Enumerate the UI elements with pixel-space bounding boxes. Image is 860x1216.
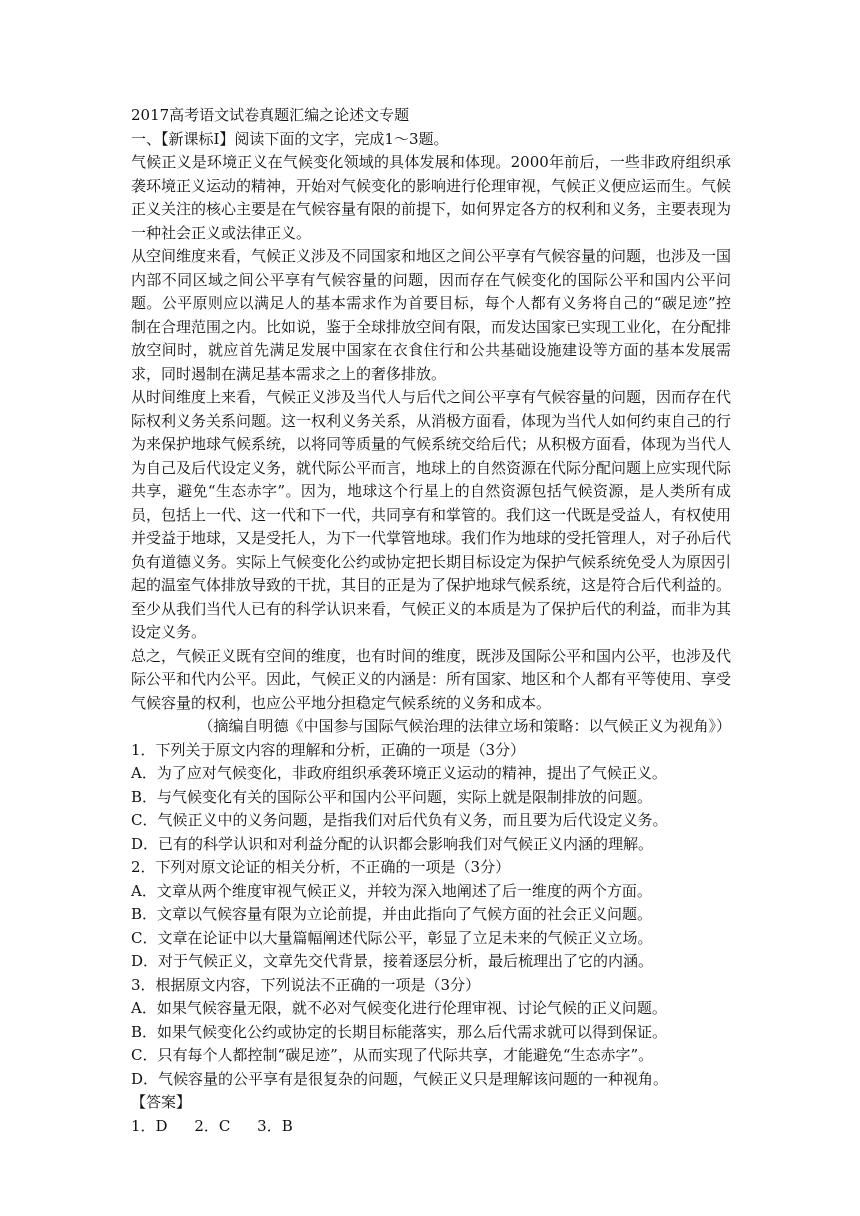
question-option: C．只有每个人都控制“碳足迹”，从而实现了代际共享，才能避免“生态赤字”。 [131, 1046, 654, 1064]
text-line: 题。公平原则应以满足人的基本需求作为首要目标，每个人都有义务将自己的“碳足迹”控 [131, 294, 731, 312]
answer-item: 1．D [131, 1116, 168, 1135]
text-line: 共享，避免“生态赤字”。因为，地球这个行星上的自然资源包括气候资源，是人类所有成 [131, 482, 731, 500]
text-line: 从时间维度上来看，气候正义涉及当代人与后代之间公平享有气候容量的问题，因而存在代 [131, 388, 732, 406]
paragraph-4 [131, 645, 731, 716]
question-option: C．气候正义中的义务问题，是指我们对后代负有义务，而且要为后代设定义务。 [131, 811, 668, 829]
text-line: 气候正义是环境正义在气候变化领域的具体发展和体现。2000年前后，一些非政府组织承 [131, 153, 731, 171]
document-title: 2017高考语文试卷真题汇编之论述文专题 [131, 106, 410, 124]
text-line: 气候容量的权利，也应公平地分担稳定气候系统的义务和成本。 [131, 693, 552, 712]
question-option: C．文章在论证中以大量篇幅阐述代际公平，彰显了立足未来的气候正义立场。 [131, 928, 653, 947]
question-1 [131, 739, 731, 857]
answer-list [131, 1115, 731, 1139]
question-option: A．为了应对气候变化，非政府组织承袭环境正义运动的精神，提出了气候正义。 [131, 764, 667, 782]
paragraph-3 [131, 386, 731, 645]
text-line: 设定义务。 [131, 623, 207, 641]
text-line: 放空间时，就应首先满足发展中国家在衣食住行和公共基础设施建设等方面的基本发展需 [131, 341, 731, 359]
text-line: 总之，气候正义既有空间的维度，也有时间的维度，既涉及国际公平和国内公平，也涉及代 [131, 646, 732, 665]
text-line: 际公平和代内公平。因此，气候正义的内涵是：所有国家、地区和个人都有平等使用、享受 [131, 670, 732, 688]
text-line: 负有道德义务。实际上气候变化公约或协定把长期目标设定为保护气候系统免受人为原因引 [131, 552, 732, 571]
paragraph-2 [131, 245, 731, 386]
answer-item: 2．C [194, 1116, 231, 1135]
paragraph-1 [131, 151, 731, 245]
section-header: 一、【新课标Ⅰ】阅读下面的文字，完成1～3题。 [131, 129, 449, 148]
question-option: B．如果气候变化公约或协定的长期目标能落实，那么后代需求就可以得到保证。 [131, 1022, 668, 1041]
document-page [131, 104, 731, 1138]
question-2 [131, 856, 731, 974]
text-line: 员，包括上一代、这一代和下一代，共同享有和掌管的。我们这一代既是受益人，有权使用 [131, 505, 732, 524]
answer-header: 【答案】 [131, 1093, 192, 1111]
question-option: A．文章从两个维度审视气候正义，并较为深入地阐述了后一维度的两个方面。 [131, 881, 652, 900]
text-line: 并受益于地球，又是受托人，为下一代掌管地球。我们作为地球的受托管理人，对子孙后代 [131, 529, 732, 547]
question-option: B．文章以气候容量有限为立论前提，并由此指向了气候方面的社会正义问题。 [131, 905, 653, 923]
question-option: A．如果气候容量无限，就不必对气候变化进行伦理审视、讨论气候的正义问题。 [131, 999, 667, 1017]
question-stem: 3．根据原文内容，下列说法不正确的一项是（3分） [131, 975, 481, 994]
text-line: 制在合理范围之内。比如说，鉴于全球排放空间有限，而发达国家已实现工业化，在分配排 [131, 317, 732, 336]
text-line: 求，同时遏制在满足基本需求之上的奢侈排放。 [131, 364, 447, 383]
text-line: 正义关注的核心主要是在气候容量有限的前提下，如何界定各方的权利和义务，主要表现为 [131, 200, 732, 218]
text-line: 起的温室气体排放导致的干扰，其目的正是为了保护地球气候系统，这是符合后代利益的。 [131, 576, 732, 594]
text-line: 至少从我们当代人已有的科学认识来看，气候正义的本质是为了保护后代的利益，而非为其 [131, 599, 732, 618]
text-line: 为自己及后代设定义务，就代际公平而言，地球上的自然资源在代际分配问题上应实现代际 [131, 458, 732, 477]
source-citation: （摘编自明德《中国参与国际气候治理的法律立场和策略：以气候正义为视角》） [198, 717, 731, 735]
text-line: 为来保护地球气候系统，以将同等质量的气候系统交给后代；从积极方面看，体现为当代人 [131, 435, 732, 453]
text-line: 内部不同区域之间公平享有气候容量的问题，因而存在气候变化的国际公平和国内公平问 [131, 270, 731, 289]
question-option: D．气候容量的公平享有是很复杂的问题，气候正义只是理解该问题的一种视角。 [131, 1069, 669, 1088]
answer-item: 3．B [257, 1116, 293, 1135]
question-option: B．与气候变化有关的国际公平和国内公平问题，实际上就是限制排放的问题。 [131, 787, 653, 806]
text-line: 际权利义务关系问题。这一权利义务关系，从消极方面看，体现为当代人如何约束自己的行 [131, 411, 732, 430]
question-stem: 2．下列对原文论证的相关分析，不正确的一项是（3分） [131, 858, 511, 876]
question-3 [131, 974, 731, 1092]
question-stem: 1．下列关于原文内容的理解和分析，正确的一项是（3分） [131, 740, 526, 759]
text-line: 袭环境正义运动的精神，开始对气候变化的影响进行伦理审视，气候正义便应运而生。气候 [131, 176, 732, 195]
text-line: 从空间维度来看，气候正义涉及不同国家和地区之间公平享有气候容量的问题，也涉及一国 [131, 247, 732, 265]
question-option: D．已有的科学认识和对利益分配的认识都会影响我们对气候正义内涵的理解。 [131, 834, 654, 853]
question-option: D．对于气候正义，文章先交代背景，接着逐层分析，最后梳理出了它的内涵。 [131, 952, 654, 970]
text-line: 一种社会正义或法律正义。 [131, 223, 312, 242]
